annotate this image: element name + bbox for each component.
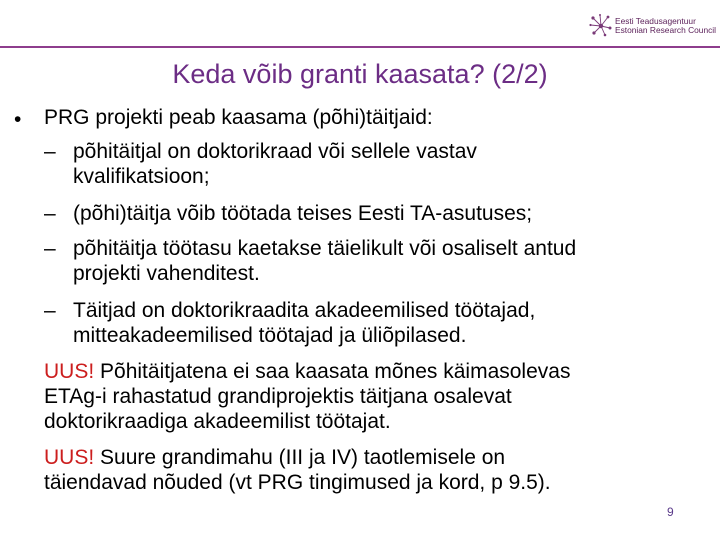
header-divider: [0, 46, 720, 48]
logo-burst-icon: [588, 12, 614, 40]
note-1-line-2: ETAg-i rahastatud grandiprojektis täitjana osalevat: [44, 385, 512, 408]
sub-point-3-line-1: põhitäitja töötasu kaetakse täielikult või osaliselt antud: [73, 237, 577, 260]
note-2-text: Suure grandimahu (III ja IV) taotlemisele on: [94, 446, 506, 469]
sub-point-4-line-2: mitteakadeemilised töötajad ja üliõpilased.: [73, 324, 467, 347]
sub-point-3-line-2: projekti vahenditest.: [73, 262, 260, 285]
new-label: UUS!: [44, 446, 95, 469]
dash-icon: –: [44, 299, 56, 322]
sub-point-4-line-1: Täitjad on doktorikraadita akadeemilised töötajad,: [73, 299, 536, 322]
logo-line-2: Estonian Research Council: [615, 25, 717, 36]
note-1-text: Põhitäitjatena ei saa kaasata mõnes käimasolevas: [94, 360, 571, 383]
note-2-line-2: täiendavad nõuded (vt PRG tingimused ja kord, p 9.5).: [44, 471, 551, 494]
slide-title: Keda võib granti kaasata? (2/2): [172, 59, 548, 89]
new-label: UUS!: [44, 360, 95, 383]
logo: [588, 8, 716, 42]
main-point: [44, 106, 433, 130]
dash-icon: –: [44, 202, 56, 225]
dash-icon: –: [44, 237, 56, 260]
dash-icon: –: [44, 140, 56, 163]
note-1-line-1: [44, 360, 570, 384]
page-number: 9: [667, 505, 674, 519]
sub-point-1-line-1: põhitäitjal on doktorikraad või sellele vastav: [73, 140, 477, 163]
sub-point-2-line-1: (põhi)täitja võib töötada teises Eesti TA-asutuses;: [73, 202, 533, 225]
note-2-line-1: [44, 446, 505, 470]
bullet-icon: •: [14, 108, 22, 131]
logo-text: [615, 17, 716, 35]
note-1-line-3: doktorikraadiga akadeemilist töötajat.: [44, 410, 391, 433]
main-point-text: projekti peab kaasama (põhi)täitjaid:: [89, 106, 433, 129]
sub-point-1-line-2: kvalifikatsioon;: [73, 165, 210, 188]
logo-line-1: Eesti Teadusagentuur: [615, 16, 696, 26]
main-point-prefix: PRG: [44, 106, 90, 129]
